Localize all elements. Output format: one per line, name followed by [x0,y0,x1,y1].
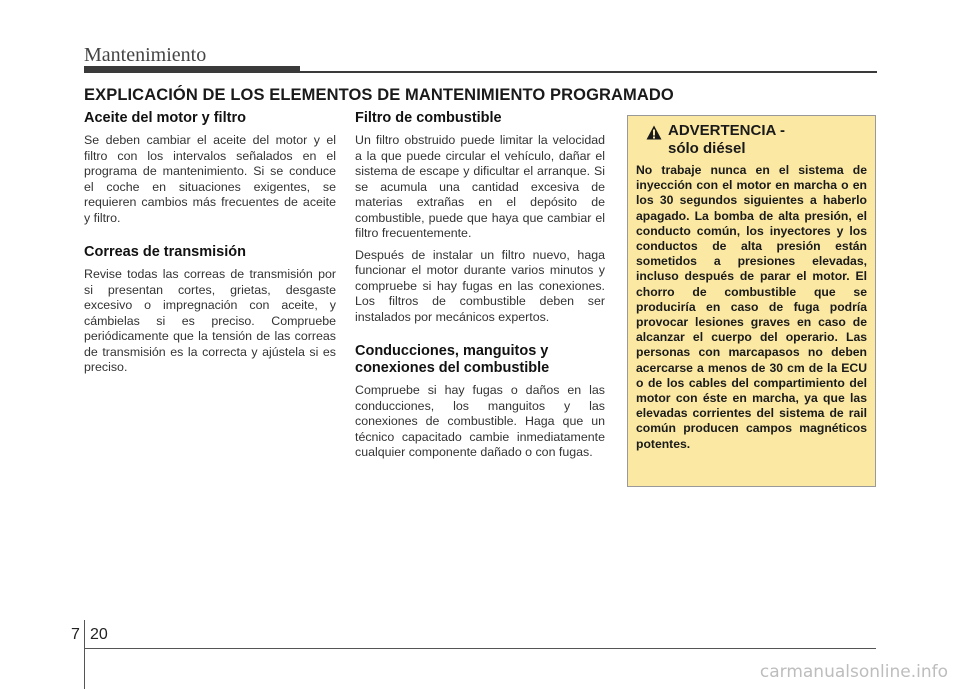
heading-engine-oil: Aceite del motor y filtro [84,110,246,126]
watermark: carmanualsonline.info [759,662,948,682]
page-number: 20 [90,626,108,643]
heading-fuel-lines: Conducciones, manguitos y conexiones del combustible [355,343,550,376]
heading-drive-belts: Correas de transmisión [84,244,246,260]
paragraph-fuel-filter-1: Un filtro obstruido puede limitar la velocidad a la que puede circular el vehículo, dañar el sistema de escape y dificultar el arranque. Si se acumula una cantidad excesiva de materias extrañas en el depósito de combustible, puede que haya que cambiar el filtro frecuentemente. [355,133,605,240]
header-rule-thin [300,71,877,73]
warning-box [627,115,876,487]
header-rule-thick [84,66,300,73]
warning-subtitle: sólo diésel [668,140,746,157]
warning-body: No trabaje nunca en el sistema de inyección con el motor en marcha o en los 30 segundos siguientes a haberlo apagado. La bomba de alta presión, el conducto común, los inyectores y los conductos de alta presión están sometidos a presiones elevadas, incluso después de parar el motor. El chorro de combustible que se produciría en caso de fuga podría provocar lesiones graves en caso de alcanzar el cuerpo del operario. Las personas con marcapasos no deben acercarse a menos de 30 cm de la ECU o de los cables del compartimiento del motor con éste en marcha, ya que las elevadas corrientes del sistema de rail común producen campos magnéticos potentes. [636,163,867,451]
section-label: Mantenimiento [84,44,207,66]
chapter-number: 7 [71,626,80,643]
page-title: EXPLICACIÓN DE LOS ELEMENTOS DE MANTENIMIENTO PROGRAMADO [84,86,674,104]
warning-title: ADVERTENCIA - [668,122,785,139]
footer-divider-horizontal [84,648,876,649]
column-middle [355,110,605,467]
warning-triangle-icon [646,125,662,140]
heading-fuel-filter: Filtro de combustible [355,110,502,126]
paragraph-fuel-filter-2: Después de instalar un filtro nuevo, haga funcionar el motor durante varios minutos y compruebe si hay fugas en las conexiones. Los filtros de combustible deben ser instalados por mecánicos expertos. [355,247,605,324]
paragraph-engine-oil: Se deben cambiar el aceite del motor y el filtro con los intervalos señalados en el programa de mantenimiento. Si se conduce el coche en situaciones exigentes, se requieren cambios más frecuentes de aceite y filtro. [84,133,336,225]
column-left [84,110,336,382]
paragraph-fuel-lines: Compruebe si hay fugas o daños en las conducciones, los manguitos y las conexiones de combustible. Haga que un técnico capacitado cambie inmediatamente cualquier componente dañado o con fugas. [355,383,605,459]
paragraph-drive-belts: Revise todas las correas de transmisión por si presentan cortes, grietas, desgaste excesivo o impregnación con aceite, y cámbielas si es preciso. Compruebe periódicamente que la tensión de las correas de transmisión es la correcta y ajústela si es preciso. [84,267,336,374]
footer-divider-vertical [84,620,85,689]
